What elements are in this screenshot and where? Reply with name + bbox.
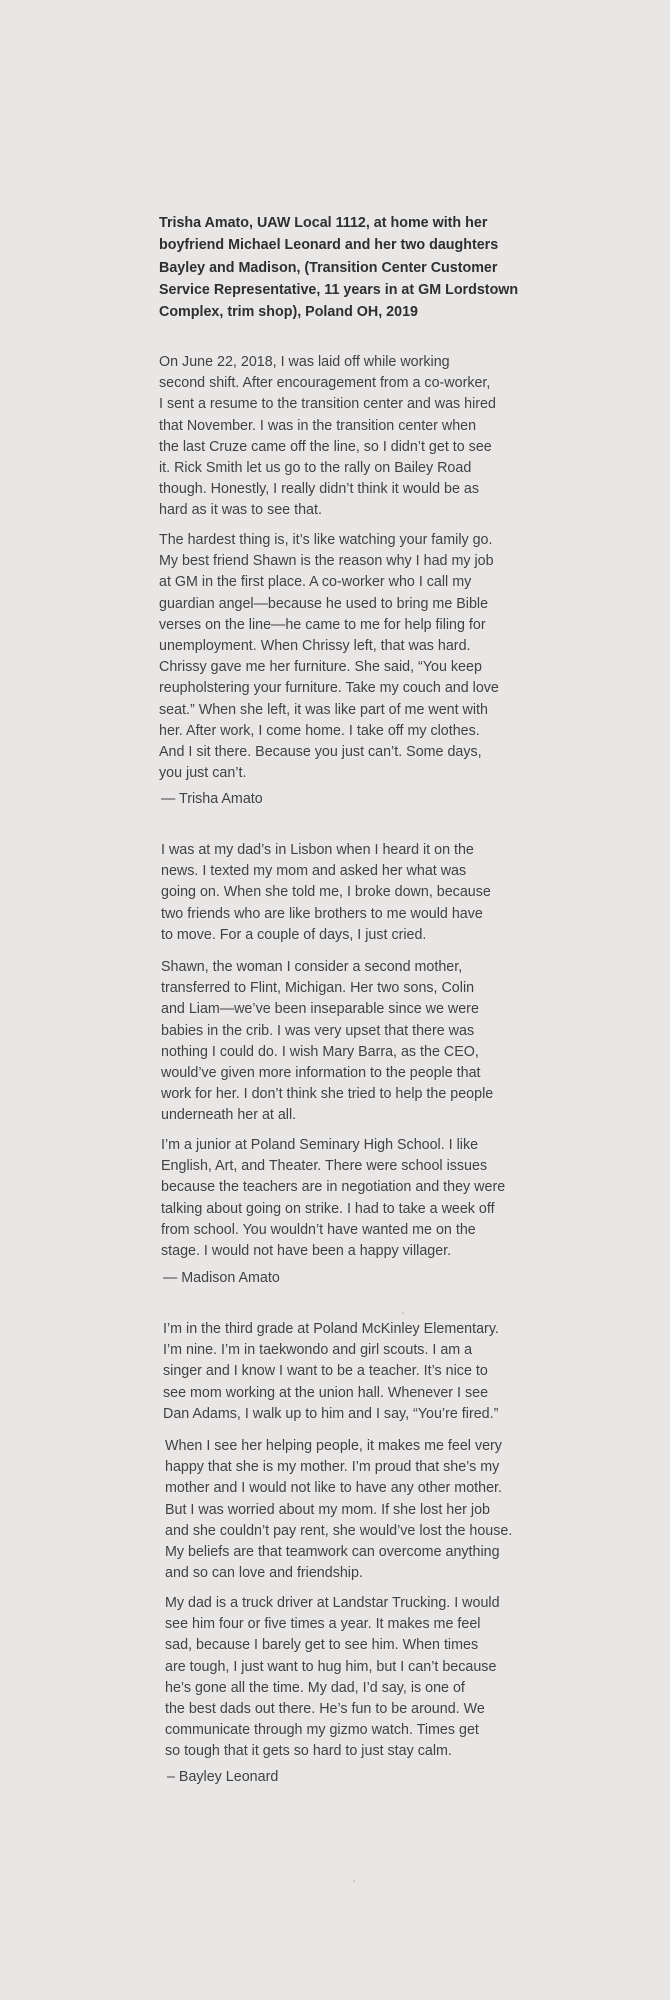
paper-speck <box>353 1880 355 1882</box>
paragraph: When I see her helping people, it makes me feel very happy that she is my mother. I’m proud that she’s my mother and I would not like to have any other mother. But I was worried about my mom. If she lost her job and she couldn’t pay rent, she would’ve lost the house. My beliefs are that teamwork can overcome anything and so can love and friendship. <box>165 1438 513 1582</box>
paragraph: I’m in the third grade at Poland McKinley Elementary. I’m nine. I’m in taekwondo and girl scouts. I am a singer and I know I want to be a teacher. It’s nice to see mom working at the union hall. Whenever I see Dan Adams, I walk up to him and I say, “You’re fired.” <box>163 1321 499 1422</box>
paragraph: I was at my dad’s in Lisbon when I heard it on the news. I texted my mom and asked her what was going on. When she told me, I broke down, because two friends who are like brothers to me would have to move. For a couple of days, I just cried. <box>161 842 491 943</box>
paragraph: The hardest thing is, it’s like watching your family go. My best friend Shawn is the reason why I had my job at GM in the first place. A co-worker who I call my guardian angel—because he used to bring me Bible verses on the line—he came to me for help filing for unemployment. When Chrissy left, that was hard. Chrissy gave me her furniture. She said, “You keep reupholstering your furniture. Take my couch and love seat.” When she left, it was like part of me went with her. After work, I come home. I take off my clothes. And I sit there. Because you just can’t. Some days, you just can’t. <box>159 532 499 782</box>
paragraph: On June 22, 2018, I was laid off while working second shift. After encouragement from a co-worker, I sent a resume to the transition center and was hired that November. I was in the transition center when the last Cruze came off the line, so I didn’t get to see it. Rick Smith let us go to the rally on Bailey Road though. Honestly, I really didn’t think it would be as hard as it was to see that. <box>159 354 496 519</box>
paragraph: I’m a junior at Poland Seminary High School. I like English, Art, and Theater. There were school issues because the teachers are in negotiation and they were talking about going on strike. I had to take a week off from school. You wouldn’t have wanted me on the stage. I would not have been a happy villager. <box>161 1137 506 1260</box>
paragraph: My dad is a truck driver at Landstar Trucking. I would see him four or five times a year. It makes me feel sad, because I barely get to see him. When times are tough, I just want to hug him, but I can’t because he’s gone all the time. My dad, I’d say, is one of the best dads out there. He’s fun to be around. We communicate through my gizmo watch. Times get so tough that it gets so hard to just stay calm. <box>165 1595 500 1760</box>
paragraph: Shawn, the woman I consider a second mother, transferred to Flint, Michigan. Her two sons, Colin and Liam—we’ve been inseparable since we were babies in the crib. I was very upset that there was nothing I could do. I wish Mary Barra, as the CEO, would’ve given more information to the people that work for her. I don’t think she tried to help the people underneath her at all. <box>161 959 494 1124</box>
signature: – Bayley Leonard <box>167 1769 279 1785</box>
photo-caption: Trisha Amato, UAW Local 1112, at home with her boyfriend Michael Leonard and her two daughters Bayley and Madison, (Transition Center Customer Service Representative, 11 years in at GM Lordstown Complex, trim shop), Poland OH, 2019 <box>159 215 519 321</box>
signature: — Trisha Amato <box>161 791 263 807</box>
paper-speck <box>402 1312 404 1314</box>
signature: — Madison Amato <box>163 1270 280 1286</box>
